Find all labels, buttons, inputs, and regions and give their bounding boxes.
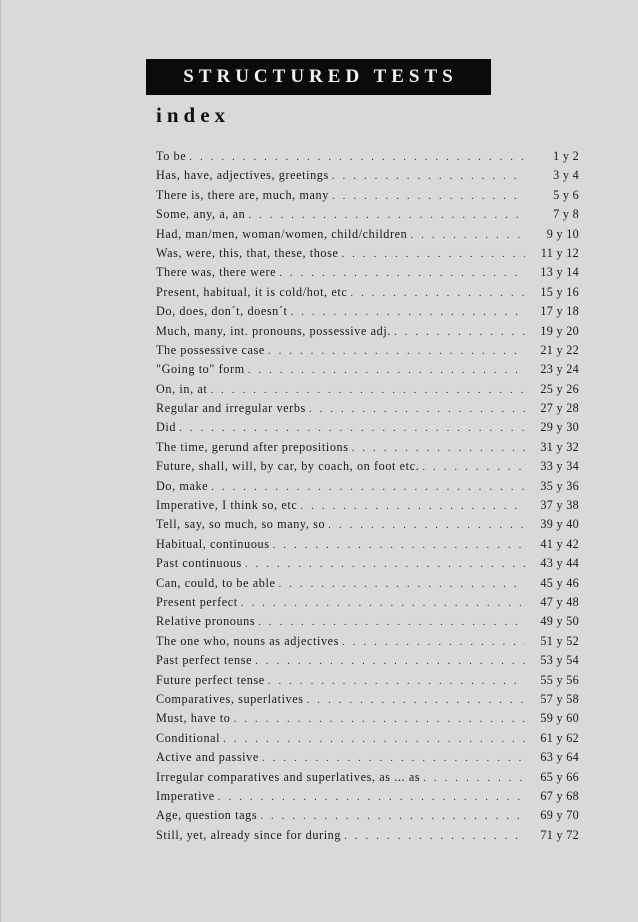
index-topic: On, in, at — [156, 381, 208, 396]
index-pages: 47 y 48 — [540, 594, 579, 609]
index-pages: 43 y 44 — [540, 556, 579, 571]
index-topic: Habitual, continuous — [156, 536, 270, 551]
index-heading: index — [156, 103, 231, 127]
dot-leader — [394, 326, 525, 338]
dot-leader — [234, 713, 526, 725]
dot-leader — [423, 772, 525, 784]
index-entry — [156, 362, 579, 381]
index-pages: 61 y 62 — [540, 730, 579, 745]
index-entry — [156, 343, 579, 362]
index-topic: Do, does, don´t, doesn´t — [156, 304, 288, 319]
index-entry — [156, 285, 579, 304]
index-pages: 41 y 42 — [540, 536, 579, 551]
index-topic: Must, have to — [156, 711, 231, 726]
index-topic: Regular and irregular verbs — [156, 401, 306, 416]
index-entry — [156, 789, 579, 808]
index-pages: 13 y 14 — [540, 265, 579, 280]
index-topic: Irregular comparatives and superlatives, as ... as — [156, 769, 421, 784]
index-topic: "Going to" form — [156, 362, 245, 377]
index-entry — [156, 188, 579, 207]
index-pages: 3 y 4 — [553, 168, 579, 183]
dot-leader — [268, 675, 525, 687]
index-topic: Much, many, int. pronouns, possessive adj. — [156, 323, 391, 338]
index-pages: 55 y 56 — [540, 672, 579, 687]
index-entry — [156, 149, 579, 168]
index-entry — [156, 711, 579, 730]
index-topic: Was, were, this, that, these, those — [156, 245, 339, 260]
dot-leader — [223, 733, 525, 745]
index-topic: Some, any, a, an — [156, 207, 246, 222]
dot-leader — [241, 597, 525, 609]
index-topic: Has, have, adjectives, greetings — [156, 168, 329, 183]
dot-leader — [350, 287, 525, 299]
index-entry — [156, 576, 579, 595]
index-topic: The time, gerund after prepositions — [156, 439, 349, 454]
index-entry — [156, 420, 579, 439]
index-entry — [156, 537, 579, 556]
index-entry — [156, 731, 579, 750]
index-pages: 21 y 22 — [540, 342, 579, 357]
dot-leader — [328, 519, 525, 531]
index-pages: 39 y 40 — [540, 517, 579, 532]
index-entry — [156, 517, 579, 536]
dot-leader — [344, 830, 525, 842]
dot-leader — [248, 364, 525, 376]
index-list — [156, 149, 579, 847]
index-pages: 53 y 54 — [540, 653, 579, 668]
index-entry — [156, 265, 579, 284]
dot-leader — [341, 248, 525, 260]
dot-leader — [278, 578, 525, 590]
page-title — [146, 59, 491, 95]
index-topic: The one who, nouns as adjectives — [156, 633, 340, 648]
index-topic: Future, shall, will, by car, by coach, on foot etc. — [156, 459, 420, 474]
index-entry — [156, 459, 579, 478]
index-entry — [156, 808, 579, 827]
index-entry — [156, 498, 579, 517]
dot-leader — [218, 791, 525, 803]
index-topic: Tell, say, so much, so many, so — [156, 517, 326, 532]
index-entry — [156, 692, 579, 711]
index-topic: Age, question tags — [156, 808, 258, 823]
index-pages: 19 y 20 — [540, 323, 579, 338]
dot-leader — [307, 694, 525, 706]
index-topic: Relative pronouns — [156, 614, 256, 629]
index-topic: Active and passive — [156, 750, 259, 765]
index-pages: 29 y 30 — [540, 420, 579, 435]
index-entry — [156, 304, 579, 323]
index-pages: 59 y 60 — [540, 711, 579, 726]
dot-leader — [268, 345, 525, 357]
index-pages: 69 y 70 — [540, 808, 579, 823]
index-topic: Did — [156, 420, 177, 435]
index-pages: 23 y 24 — [540, 362, 579, 377]
index-topic: Imperative, I think so, etc — [156, 498, 298, 513]
index-topic: Still, yet, already since for during — [156, 827, 342, 842]
dot-leader — [291, 306, 525, 318]
index-pages: 67 y 68 — [540, 788, 579, 803]
dot-leader — [332, 170, 525, 182]
index-pages: 7 y 8 — [553, 207, 579, 222]
index-topic: Do, make — [156, 478, 209, 493]
index-entry — [156, 207, 579, 226]
index-pages: 49 y 50 — [540, 614, 579, 629]
index-pages: 27 y 28 — [540, 401, 579, 416]
index-entry — [156, 634, 579, 653]
dot-leader — [210, 384, 525, 396]
index-pages: 11 y 12 — [540, 245, 579, 260]
index-topic: To be — [156, 149, 187, 163]
index-pages: 5 y 6 — [553, 187, 579, 202]
index-entry — [156, 246, 579, 265]
dot-leader — [410, 229, 525, 241]
index-pages: 51 y 52 — [540, 633, 579, 648]
index-pages: 63 y 64 — [540, 750, 579, 765]
index-pages: 45 y 46 — [540, 575, 579, 590]
index-topic: Future perfect tense — [156, 672, 265, 687]
dot-leader — [422, 461, 525, 473]
index-entry — [156, 227, 579, 246]
index-topic: Past perfect tense — [156, 653, 253, 668]
dot-leader — [255, 655, 525, 667]
index-entry — [156, 673, 579, 692]
index-pages: 1 y 2 — [553, 149, 579, 163]
dot-leader — [189, 151, 525, 163]
index-pages: 17 y 18 — [540, 304, 579, 319]
index-pages: 33 y 34 — [540, 459, 579, 474]
index-pages: 71 y 72 — [540, 827, 579, 842]
index-entry — [156, 556, 579, 575]
index-entry — [156, 653, 579, 672]
index-entry — [156, 614, 579, 633]
index-pages: 15 y 16 — [540, 284, 579, 299]
dot-leader — [300, 500, 525, 512]
index-entry — [156, 382, 579, 401]
index-entry — [156, 595, 579, 614]
index-pages: 57 y 58 — [540, 691, 579, 706]
index-topic: Present, habitual, it is cold/hot, etc — [156, 284, 348, 299]
index-topic: Conditional — [156, 730, 221, 745]
index-pages: 37 y 38 — [540, 498, 579, 513]
dot-leader — [262, 752, 525, 764]
dot-leader — [332, 190, 525, 202]
index-entry — [156, 770, 579, 789]
dot-leader — [342, 636, 525, 648]
dot-leader — [273, 539, 525, 551]
index-pages: 65 y 66 — [540, 769, 579, 784]
dot-leader — [258, 616, 525, 628]
dot-leader — [245, 558, 525, 570]
index-topic: Had, man/men, woman/women, child/children — [156, 226, 408, 241]
index-topic: Can, could, to be able — [156, 575, 276, 590]
dot-leader — [309, 403, 525, 415]
index-topic: There was, there were — [156, 265, 277, 280]
dot-leader — [248, 209, 525, 221]
index-topic: There is, there are, much, many — [156, 187, 329, 202]
index-entry — [156, 750, 579, 769]
index-entry — [156, 479, 579, 498]
index-topic: Present perfect — [156, 594, 238, 609]
index-topic: The possessive case — [156, 342, 265, 357]
index-entry — [156, 168, 579, 187]
index-topic: Comparatives, superlatives — [156, 691, 304, 706]
index-topic: Imperative — [156, 788, 215, 803]
dot-leader — [211, 481, 525, 493]
index-topic: Past continuous — [156, 556, 242, 571]
dot-leader — [279, 267, 525, 279]
dot-leader — [260, 810, 525, 822]
index-entry — [156, 401, 579, 420]
dot-leader — [352, 442, 525, 454]
index-pages: 31 y 32 — [540, 439, 579, 454]
dot-leader — [179, 422, 525, 434]
index-entry — [156, 828, 579, 847]
index-pages: 9 y 10 — [546, 226, 579, 241]
index-entry — [156, 324, 579, 343]
index-pages: 25 y 26 — [540, 381, 579, 396]
index-entry — [156, 440, 579, 459]
title-text: STRUCTURED TESTS — [183, 66, 458, 87]
index-pages: 35 y 36 — [540, 478, 579, 493]
